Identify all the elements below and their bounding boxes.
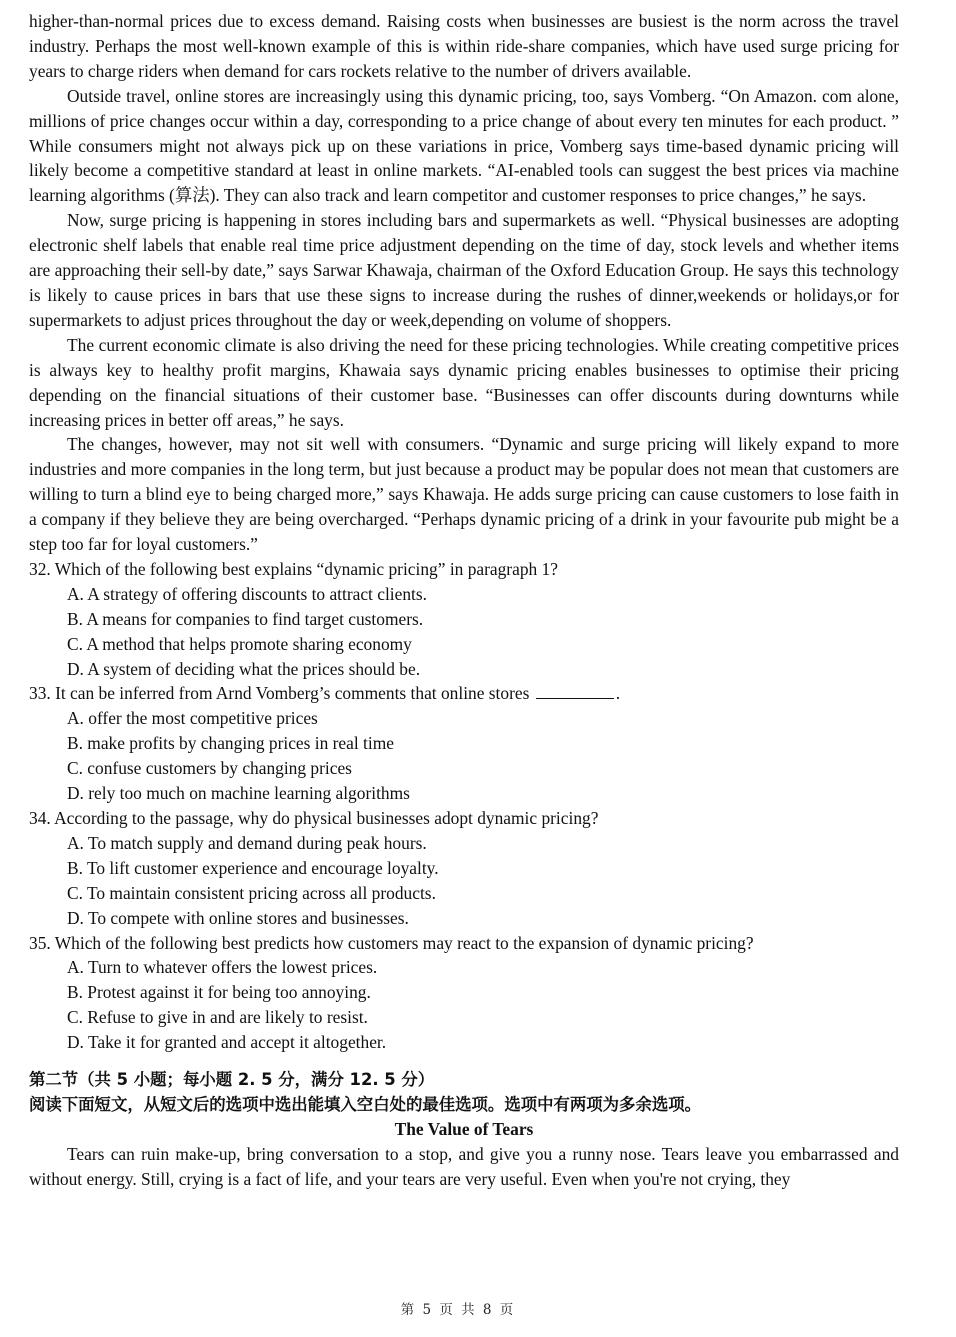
passage-paragraph-1: higher-than-normal prices due to excess demand. Raising costs when businesses are busiest is the norm across the travel industry. Perhaps the most well-known example of this is within ride-share companies, which have used surge pricing for years to charge riders when demand for cars rockets relative to the number of drivers available. xyxy=(29,11,899,81)
passage-paragraph-2: Outside travel, online stores are increasingly using this dynamic pricing, too, says Vomberg. “On Amazon. com alone, millions of price changes occur within a day, corresponding to a price change of about every ten minutes for each product. ” While consumers might not always pick up on these variations in price, Vomberg says time-based dynamic pricing will likely become a competitive standard at least in online markets. “AI-enabled tools can suggest the best prices via machine learning algorithms (算法). They can also track and learn competitor and customer responses to price changes,” he says. xyxy=(29,85,899,206)
option-a: A. To match supply and demand during peak hours. xyxy=(67,832,427,853)
option-a: A. offer the most competitive prices xyxy=(67,708,318,729)
passage-paragraph-3: Now, surge pricing is happening in stores including bars and supermarkets as well. “Physical businesses are adopting electronic shelf labels that enable real time price adjustment depending on the time of day, stock levels and whether items are approaching their sell-by date,” says Sarwar Khawaja, chairman of the Oxford Education Group. He says this technology is likely to cause prices in bars that use these signs to increase during the rushes of dinner,weekends or holidays,or for supermarkets to adjust prices throughout the day or week,depending on volume of shoppers. xyxy=(29,210,899,330)
question-32 xyxy=(29,557,899,682)
option-c: C. To maintain consistent pricing across all products. xyxy=(67,882,436,903)
option-b: B. A means for companies to find target customers. xyxy=(67,608,424,629)
question-stem-end: . xyxy=(615,683,621,704)
question-stem: 34. According to the passage, why do physical businesses adopt dynamic pricing? xyxy=(29,808,599,828)
section-2 xyxy=(29,1068,899,1192)
exam-page xyxy=(29,9,899,1192)
option-d: D. A system of deciding what the prices should be. xyxy=(67,658,421,679)
option-d: D. Take it for granted and accept it altogether. xyxy=(67,1032,387,1053)
option-c: C. Refuse to give in and are likely to resist. xyxy=(67,1007,368,1028)
question-33 xyxy=(29,681,899,806)
section-heading: 第二节（共 5 小题；每小题 2. 5 分，满分 12. 5 分） xyxy=(29,1070,435,1090)
answer-blank xyxy=(536,684,614,699)
passage-paragraph: Tears can ruin make-up, bring conversation to a stop, and give you a runny nose. Tears leave you embarrassed and without energy. Still, crying is a fact of life, and your tears are very useful. Even when you're not crying, they xyxy=(29,1144,899,1190)
option-b: B. Protest against it for being too annoying. xyxy=(67,982,371,1003)
question-34 xyxy=(29,806,899,931)
option-b: B. To lift customer experience and encourage loyalty. xyxy=(67,857,439,878)
passage-paragraph-5: The changes, however, may not sit well with consumers. “Dynamic and surge pricing will likely expand to more industries and more companies in the long term, but just because a product may be popular does not mean that customers are willing to turn a blind eye to being charged more,” says Khawaja. He adds surge pricing can cause customers to lose faith in a company if they believe they are being overcharged. “Perhaps dynamic pricing of a drink in your favourite pub might be a step too far for loyal customers.” xyxy=(29,434,899,555)
option-a: A. A strategy of offering discounts to attract clients. xyxy=(67,583,427,604)
option-b: B. make profits by changing prices in real time xyxy=(67,733,394,754)
question-stem: 32. Which of the following best explains “dynamic pricing” in paragraph 1? xyxy=(29,558,558,579)
option-c: C. confuse customers by changing prices xyxy=(67,758,352,779)
question-stem-text: 33. It can be inferred from Arnd Vomberg’s comments that online stores xyxy=(29,683,530,704)
question-stem: 35. Which of the following best predicts how customers may react to the expansion of dynamic pricing? xyxy=(29,932,754,953)
section-instruction: 阅读下面短文，从短文后的选项中选出能填入空白处的最佳选项。选项中有两项为多余选项。 xyxy=(29,1094,702,1114)
page-number: 第 5 页 共 8 页 xyxy=(400,1302,516,1318)
option-d: D. To compete with online stores and businesses. xyxy=(67,907,409,928)
question-35 xyxy=(29,931,899,1056)
option-a: A. Turn to whatever offers the lowest prices. xyxy=(67,957,378,978)
option-c: C. A method that helps promote sharing economy xyxy=(67,633,412,654)
question-stem xyxy=(29,681,899,706)
passage-title: The Value of Tears xyxy=(394,1119,534,1140)
reading-passage xyxy=(29,9,899,557)
passage-paragraph-4: The current economic climate is also driving the need for these pricing technologies. While creating competitive prices is always key to healthy profit margins, Khawaia says dynamic pricing enables businesses to optimise their pricing depending on the financial situations of their customer base. “Businesses can offer discounts during downturns while increasing prices in better off areas,” he says. xyxy=(29,334,899,430)
option-d: D. rely too much on machine learning algorithms xyxy=(67,783,410,804)
